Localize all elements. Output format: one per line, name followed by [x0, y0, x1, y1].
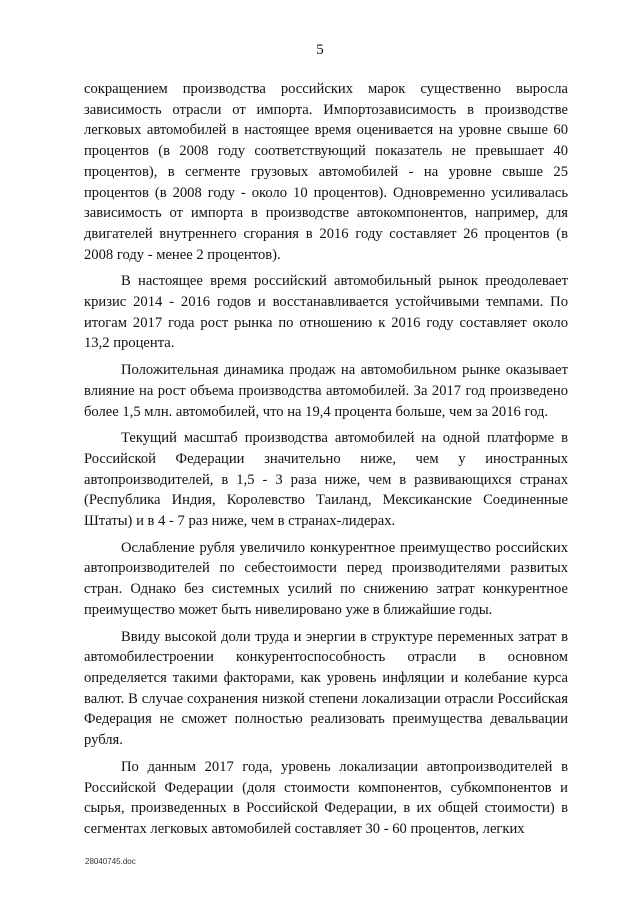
paragraph-sales-dynamics: Положительная динамика продаж на автомобильном рынке оказывает влияние на рост объема производства автомобилей. За 2017 год произведено более 1,5 млн. автомобилей, что на 19,4 процента больше, чем за 2016 год. — [84, 362, 568, 420]
document-footer-filename: 28040745.doc — [85, 857, 136, 866]
paragraph-production-scale: Текущий масштаб производства автомобилей на одной платформе в Российской Федерации значительно ниже, чем у иностранных автопроизводителей, в 1,5 - 3 раза ниже, чем в развивающихся странах (Республика Индия, Королевство Таиланд, Мексиканские Соединенные Штаты) и в 4 - 7 раз ниже, чем в странах-лидерах. — [84, 430, 568, 530]
paragraph-import-dependence: сокращением производства российских марок существенно выросла зависимость отрасли от импорта. Импортозависимость в производстве легковых автомобилей в настоящее время оценивается на уровне свыше 60 процентов (в 2008 году соответствующий показатель не превышает 40 процентов), в сегменте грузовых автомобилей - на уровне свыше 25 процентов (в 2008 году - около 10 процентов). Одновременно усиливалась зависимость от импорта в производстве автокомпонентов, например, для двигателей внутреннего сгорания в 2016 году составляет 26 процентов (в 2008 году - менее 2 процентов). — [84, 81, 568, 263]
paragraph-ruble-weakening: Ослабление рубля увеличило конкурентное преимущество российских автопроизводителей по себестоимости перед производителями развитых стран. Однако без системных усилий по снижению затрат конкурентное преимущество может быть нивелировано уже в ближайшие годы. — [84, 539, 568, 618]
paragraph-market-recovery: В настоящее время российский автомобильный рынок преодолевает кризис 2014 - 2016 годов и восстанавливается устойчивыми темпами. По итогам 2017 года рост рынка по отношению к 2016 году составляет около 13,2 процента. — [84, 273, 568, 352]
paragraph-competitiveness: Ввиду высокой доли труда и энергии в структуре переменных затрат в автомобилестроении конкурентоспособность отрасли в основном определяется такими факторами, как уровень инфляции и колебание курса валют. В случае сохранения низкой степени локализации отрасли Российская Федерация не сможет полностью реализовать преимущества девальвации рубля. — [84, 628, 568, 749]
document-body — [84, 79, 568, 840]
page-number: 5 — [316, 42, 324, 58]
paragraph-localization: По данным 2017 года, уровень локализации автопроизводителей в Российской Федерации (доля стоимости компонентов, субкомпонентов и сырья, произведенных в Российской Федерации, в их общей стоимости) в сегментах легковых автомобилей составляет 30 - 60 процентов, легких — [84, 758, 568, 837]
